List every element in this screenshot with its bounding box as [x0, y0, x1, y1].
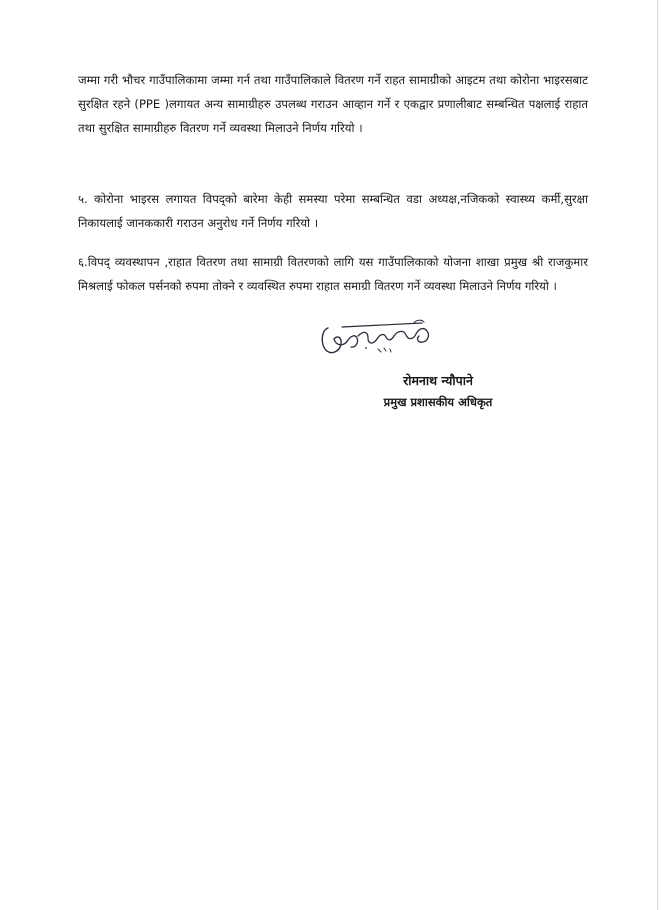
paragraph-item-5: ५. कोरोना भाइरस लगायत विपद्को बारेमा केही समस्या परेमा सम्बन्धित वडा अध्यक्ष,नजिकको स्वास्थ्य कर्मी,सुरक्षा निकायलाई जानककारी गराउन अनुरोध गर्ने निर्णय गरियो ।	[78, 192, 588, 230]
paragraph-continuation: जम्मा गरी भौचर गाउँपालिकामा जम्मा गर्न तथा गाउँपालिकाले वितरण गर्ने राहत सामाग्रीको आइटम तथा कोरोना भाइरसबाट सुरक्षित रहने (PPE )लगायत अन्य सामाग्रीहरु उपलब्ध गराउन आव्हान गर्ने र एकद्वार प्रणालीबाट सम्बन्धित पक्षलाई राहात तथा सुरक्षित सामाग्रीहरु वितरण गर्ने व्यवस्था मिलाउने निर्णय गरियो ।	[78, 73, 588, 135]
handwritten-signature	[318, 318, 443, 364]
signatory-block	[358, 370, 518, 412]
signatory-title: प्रमुख प्रशासकीय अधिकृत	[383, 395, 493, 409]
paragraph-item-6: ६.विपद् व्यवस्थापन ,राहात वितरण तथा सामाग्री वितरणको लागि यस गाउँपालिकाको योजना शाखा प्रमुख श्री राजकुमार मिश्रलाई फोकल पर्सनको रुपमा तोक्ने र व्यवस्थित रुपमा राहात समाग्री वितरण गर्ने व्यवस्था मिलाउने निर्णय गरियो ।	[78, 255, 588, 293]
page-edge-line	[657, 0, 658, 910]
signatory-name: रोमनाथ न्यौपाने	[403, 373, 473, 388]
